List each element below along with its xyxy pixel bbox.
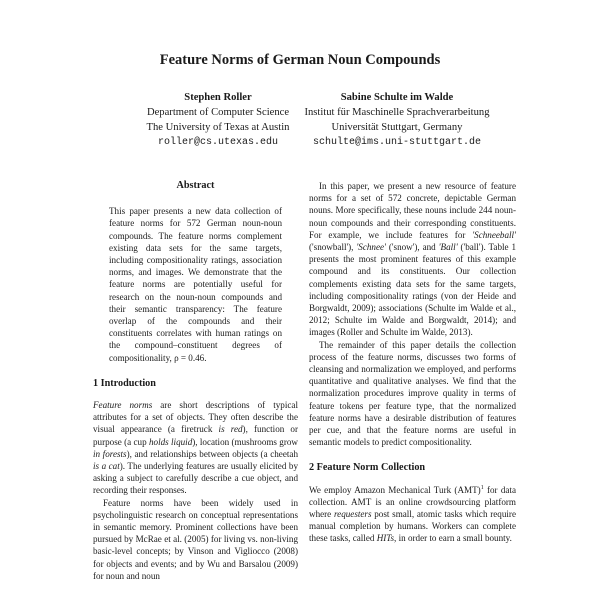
text-run: ('snowball'), <box>309 242 357 253</box>
right-column <box>309 180 516 545</box>
emphasis: is red <box>218 424 243 435</box>
emphasis: Feature norms <box>93 400 153 411</box>
emphasis: is a cat <box>93 461 120 472</box>
author-email: schulte@ims.uni-stuttgart.de <box>312 137 482 148</box>
paper-title: Feature Norms of German Noun Compounds <box>159 52 441 68</box>
emphasis: requesters <box>333 509 372 520</box>
paragraph <box>309 180 516 339</box>
paragraph: Feature norms have been widely used in psycholinguistic research on conceptual representations in semantic memory. Prominent collections have been pursued by McRae et al. (2005) for living vs. non-living basic-level concepts; by Vinson and Vigliocco (2008) for objects and events; and by Wu and Barsalou (2009) for noun and noun <box>93 497 298 581</box>
footnote-marker: 1 <box>480 484 484 491</box>
text-run: In this paper, we present a new resource of feature norms for a set of 572 concrete, depictable German nouns. More specifically, these nouns include 244 noun-noun compounds and their corresponding constituents. For example, we include features for <box>309 181 516 240</box>
author-affiliation: The University of Texas at Austin <box>146 122 290 133</box>
author-name: Sabine Schulte im Walde <box>340 92 454 103</box>
emphasis: 'Ball' <box>438 242 458 253</box>
author-department: Institut für Maschinelle Sprachverarbeitung <box>304 107 490 118</box>
text-run: ('ball'). Table 1 presents the most prominent features of this example compound and its constituents. Our collection complements existing data sets for the same targets, including compositionality ratings (von der Heide and Borgwaldt, 2009); associations (Schulte im Walde et al., 2012; Schulte im Walde and Borgwaldt, 2014); and images (Roller and Schulte im Walde, 2013). <box>309 242 517 338</box>
emphasis: 'Schnee' <box>356 242 386 253</box>
text-run: for data collection. AMT is an online crowdsourcing platform where <box>309 484 516 520</box>
emphasis: holds liquid <box>148 436 193 447</box>
text-run: ('snow'), and <box>385 242 439 253</box>
paragraph <box>93 399 298 497</box>
emphasis: HITs <box>376 533 395 544</box>
text-run: ), function or purpose (a cup <box>93 424 299 447</box>
text-run: ), location (mushrooms grow <box>192 436 298 447</box>
author-email: roller@cs.utexas.edu <box>157 137 279 148</box>
text-run: , in order to earn a small bounty. <box>394 533 512 544</box>
author-block <box>282 90 512 150</box>
paragraph <box>309 484 516 545</box>
emphasis: 'Schneeball' <box>472 229 516 240</box>
text-run: ), and relationships between objects (a cheetah <box>126 448 298 459</box>
left-column <box>93 180 298 582</box>
abstract-text: This paper presents a new data collection of feature norms for 572 German noun-noun compounds. The feature norms complement existing data sets for the same targets, including compositionality ratings, association norms, and images. We demonstrate that the feature norms are potentially useful for research on the noun-noun compounds and their semantic transparency: The feature overlap of the compounds and their constituents correlates with human ratings on the compound–constituent degrees of compositionality, ρ = 0.46. <box>109 206 282 363</box>
author-affiliation: Universität Stuttgart, Germany <box>331 122 463 133</box>
text-run: We employ Amazon Mechanical Turk (AMT) <box>309 484 481 495</box>
emphasis: in forests <box>93 448 127 459</box>
section-heading: 1 Introduction <box>93 377 156 389</box>
abstract-heading: Abstract <box>176 180 215 191</box>
text-run: post small, atomic tasks which require manual completion by humans. Workers can complete these tasks, called <box>309 509 516 544</box>
text-run: ). The underlying features are usually elicited by asking a subject to carefully describe a cue object, and recording their responses. <box>93 461 298 496</box>
paragraph: The remainder of this paper details the collection process of the feature norms, discusses two forms of cleansing and normalization we employed, and performs quantitative and qualitative analyses. We find that the normalization procedures improve quality in terms of feature tokens per feature type, that the normalized feature norms have a desirable distribution of features per cue, and that the feature norms are useful in semantic models to predict compositionality. <box>309 339 516 448</box>
author-name: Stephen Roller <box>184 92 252 103</box>
text-run: are short descriptions of typical attributes for a set of objects. They often describe the visual appearance (a firetruck <box>93 400 298 435</box>
section-heading: 2 Feature Norm Collection <box>309 462 426 474</box>
author-department: Department of Computer Science <box>146 107 290 118</box>
